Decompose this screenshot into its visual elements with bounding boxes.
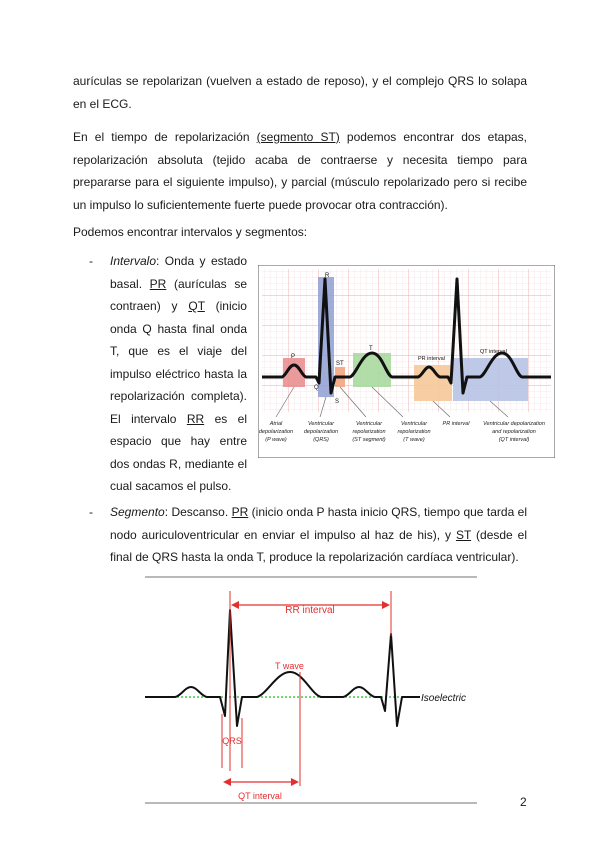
rr-qt-interval-diagram [145,576,477,804]
qrs-label: QRS [222,736,242,746]
label-p: P [291,354,296,360]
text-segment: (aurículas se contraen) y [110,276,247,313]
st-term: ST [455,527,472,542]
text-segment: podemos encontrar dos etapas, repolarización absoluta (tejido acaba de contraerse y necesita tiempo para prepararse para el siguiente impulso), y parcial (músculo repolarizado pero si recibe un impulso lo suficientemente fuerte puede provocar otra contracción). [73,130,528,212]
segmento-term: Segmento [110,505,165,519]
paragraph-ventricles: aurículas se repolarizan (vuelven a estado de reposo), y el complejo QRS lo solapa en el ECG. [73,74,527,111]
caption-line: Ventricular [400,421,428,427]
caption-line: repolarization [397,429,431,435]
page-number: 2 [520,795,527,809]
caption-line: PR interval [442,421,470,427]
qt-term: QT [188,299,205,313]
label-q: Q [314,385,319,391]
text-segment: : Onda y estado basal. [110,254,247,291]
text-segment: : Descanso. [164,505,232,519]
caption-line: Ventricular [355,421,383,427]
paragraph-intro-list: Podemos encontrar intervalos y segmentos: [73,225,308,239]
caption-line: Atrial [269,421,283,427]
bullet-marker: - [89,254,93,268]
text-segment: (inicio onda Q hasta final onda T, que es el viaje del impulso eléctrico hasta la repolarización completa). El intervalo [110,299,247,426]
text-segment: En el tiempo de repolarización [73,130,257,144]
text-segment: (inicio onda P hasta inicio QRS, tiempo que tarda el nodo auriculoventricular en enviar el impulso al haz de his), y [110,505,528,542]
rr-interval-label: RR interval [285,605,335,616]
bullet-intervalo [110,250,247,498]
label-pr-interval: PR interval [418,356,445,362]
caption-line: depolarization [258,429,294,435]
t-wave-label: T wave [275,661,304,671]
pr-term: PR [231,505,249,519]
caption-line: (QT interval) [498,437,530,443]
intervalo-term: Intervalo [110,254,157,268]
bullet-segmento [110,501,527,569]
ecg-waves-diagram [258,265,555,458]
caption-pr-interval [443,421,471,427]
qt-interval-label: QT interval [238,791,282,801]
caption-line: repolarization [352,429,386,435]
caption-line: and repolarization [492,429,536,435]
label-qt-interval: QT interval [480,349,507,355]
caption-st-segment [352,421,385,443]
caption-line: (QRS) [313,437,329,443]
paragraph-repolarization [73,126,527,216]
label-r: R [325,273,330,279]
caption-line: (ST segment) [352,437,386,443]
text-segment: es el espacio que hay entre dos ondas R, mediante el cual sacamos el pulso. [110,411,247,493]
isoelectric-label: Isoelectric [421,693,467,704]
caption-line: (T wave) [403,437,425,443]
label-t: T [369,346,373,352]
label-st: ST [336,361,344,367]
caption-line: depolarization [303,429,339,435]
label-s: S [335,399,340,405]
caption-line: (P wave) [265,437,287,443]
text-segment: (desde el final de QRS hasta la onda T, produce la repolarización cardíaca ventricular). [110,527,528,564]
rr-term: RR [186,411,205,426]
bullet-marker: - [89,505,93,519]
pr-term: PR [149,276,167,291]
caption-line: Ventricular [307,421,335,427]
st-segment-term: (segmento ST) [256,130,340,144]
caption-line: Ventricular depolarization [483,421,545,427]
